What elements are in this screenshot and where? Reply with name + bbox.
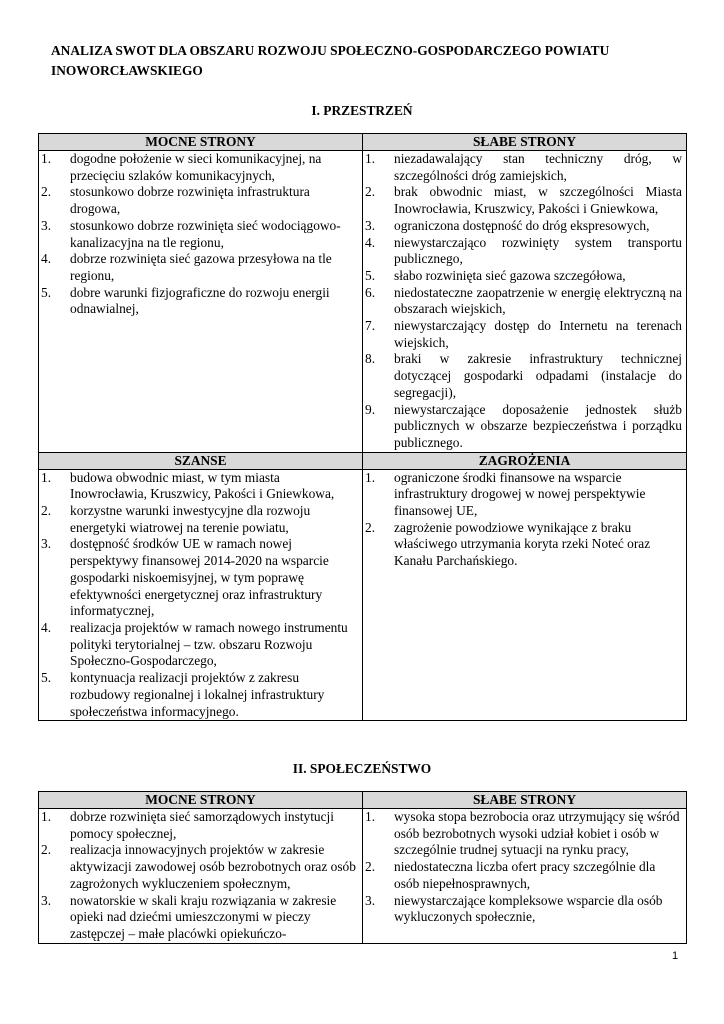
header-strengths: MOCNE STRONY — [39, 792, 363, 809]
header-weaknesses: SŁABE STRONY — [363, 134, 687, 151]
header-threats: ZAGROŻENIA — [363, 452, 687, 469]
list-item-number: 4. — [365, 234, 376, 250]
list-item — [363, 470, 682, 520]
list-item-text: korzystne warunki inwestycyjne dla rozwoju energetyki wiatrowej na terenie powiatu, — [70, 503, 311, 535]
opportunities-cell — [39, 469, 363, 721]
list-item — [363, 318, 682, 351]
list-item — [363, 268, 682, 285]
list-item-text: dobre warunki fizjograficzne do rozwoju energii odnawialnej, — [70, 284, 330, 317]
header-strengths: MOCNE STRONY — [39, 134, 363, 151]
swot-table-spoleczenstwo — [38, 791, 687, 944]
strengths-cell — [39, 151, 363, 453]
threats-cell — [363, 469, 687, 721]
list-item-text: niedostateczna liczba ofert pracy szczególnie dla osób niepełnosprawnych, — [394, 859, 656, 891]
list-item-text: niewystarczająco rozwinięty system transportu publicznego, — [394, 234, 682, 267]
list-item-text: niedostateczne zaopatrzenie w energię elektryczną na obszarach wiejskich, — [394, 284, 682, 317]
list-item — [39, 670, 358, 720]
list-item-number: 7. — [365, 318, 376, 334]
list-item-number: 2. — [41, 842, 52, 858]
header-weaknesses: SŁABE STRONY — [363, 792, 687, 809]
strengths-list — [39, 809, 358, 943]
list-item-text: niezadawalający stan techniczny dróg, w szczególności dróg zamiejskich, — [394, 151, 682, 183]
list-item-text: dobrze rozwinięta sieć samorządowych instytucji pomocy społecznej, — [70, 809, 335, 841]
section-heading-spoleczenstwo: II. SPOŁECZEŃSTWO — [292, 761, 432, 776]
list-item — [363, 235, 682, 268]
list-item-number: 3. — [41, 217, 52, 233]
list-item-number: 9. — [365, 401, 376, 417]
list-item-number: 1. — [41, 469, 52, 485]
list-item-number: 8. — [365, 351, 376, 367]
list-item-text: słabo rozwinięta sieć gazowa szczegółowa, — [394, 267, 626, 283]
list-item-number: 3. — [41, 892, 52, 908]
list-item-text: dostępność środków UE w ramach nowej perspektywy finansowej 2014-2020 na wsparcie gospodarki niskoemisyjnej, w tym poprawę efektywności energetycznej oraz infrastruktury informatycznej, — [70, 536, 329, 619]
list-item — [39, 251, 358, 284]
swot-table-przestrzen — [38, 133, 687, 721]
list-item-number: 3. — [365, 892, 376, 908]
weaknesses-cell — [363, 809, 687, 944]
list-item-text: stosunkowo dobrze rozwinięta sieć wodociągowo-kanalizacyjna na tle regionu, — [70, 217, 341, 250]
list-item — [39, 470, 358, 503]
strengths-list — [39, 151, 358, 318]
page-number: 1 — [672, 950, 679, 962]
list-item-number: 2. — [41, 184, 52, 200]
threats-list — [363, 470, 682, 570]
list-item-number: 3. — [365, 217, 376, 233]
document-title: ANALIZA SWOT DLA OBSZARU ROZWOJU SPOŁECZNO-GOSPODARCZEGO POWIATU INOWORCŁAWSKIEGO — [51, 43, 610, 78]
list-item — [39, 151, 358, 184]
list-item-number: 4. — [41, 251, 52, 267]
list-item — [39, 893, 358, 943]
weaknesses-cell — [363, 151, 687, 453]
list-item-number: 3. — [41, 536, 52, 552]
list-item-number: 1. — [41, 151, 52, 166]
list-item — [363, 151, 682, 184]
list-item — [39, 285, 358, 318]
list-item — [39, 536, 358, 620]
list-item — [363, 809, 682, 859]
weaknesses-list — [363, 151, 682, 452]
list-item — [363, 218, 682, 235]
list-item-text: dobrze rozwinięta sieć gazowa przesyłowa na tle regionu, — [70, 251, 332, 283]
list-item-text: wysoka stopa bezrobocia oraz utrzymujący się wśród osób bezrobotnych wysoki udział kobiet i osób w szczególnie trudnej sytuacji na rynku pracy, — [394, 809, 680, 858]
list-item — [363, 402, 682, 452]
list-item-text: kontynuacja realizacji projektów z zakresu rozbudowy regionalnej i lokalnej infrastruktury społeczeństwa informacyjnego. — [70, 670, 325, 719]
list-item-text: dogodne położenie w sieci komunikacyjnej, na przecięciu szlaków komunikacyjnych, — [70, 151, 322, 183]
list-item — [363, 285, 682, 318]
weaknesses-list — [363, 809, 682, 926]
list-item — [363, 184, 682, 217]
list-item-number: 1. — [41, 809, 52, 824]
list-item — [39, 842, 358, 892]
list-item — [363, 893, 682, 926]
list-item-text: brak obwodnic miast, w szczególności Miasta Inowrocławia, Kruszwicy, Pakości i Gniewkowa, — [394, 184, 682, 217]
list-item-number: 5. — [365, 267, 376, 283]
list-item-number: 1. — [365, 469, 376, 485]
list-item-number: 2. — [365, 519, 376, 535]
list-item-text: niewystarczający dostęp do Internetu na terenach wiejskich, — [394, 318, 682, 350]
list-item-number: 5. — [41, 670, 52, 686]
list-item-number: 4. — [41, 619, 52, 635]
list-item-text: realizacja innowacyjnych projektów w zakresie aktywizacji zawodowej osób bezrobotnych oraz osób zagrożonych wykluczeniem społecznym, — [70, 842, 356, 891]
list-item-text: zagrożenie powodziowe wynikające z braku właściwego utrzymania koryta rzeki Noteć oraz Kanału Parchańskiego. — [394, 519, 651, 569]
list-item-text: ograniczona dostępność do dróg ekspresowych, — [394, 217, 650, 233]
list-item-number: 6. — [365, 284, 376, 300]
list-item — [39, 184, 358, 217]
list-item-number: 1. — [365, 151, 376, 166]
list-item — [363, 351, 682, 401]
list-item-number: 2. — [41, 503, 52, 519]
list-item-number: 5. — [41, 284, 52, 300]
list-item-text: niewystarczające kompleksowe wsparcie dla osób wykluczonych społecznie, — [394, 892, 663, 925]
list-item — [39, 620, 358, 670]
list-item — [39, 809, 358, 842]
list-item — [39, 218, 358, 251]
section-heading-przestrzen: I. PRZESTRZEŃ — [311, 103, 413, 118]
list-item-number: 2. — [365, 859, 376, 875]
list-item-text: nowatorskie w skali kraju rozwiązania w zakresie opieki nad dziećmi umieszczonymi w pieczy zastępczej – małe placówki opiekuńczo- — [70, 892, 337, 941]
list-item-text: realizacja projektów w ramach nowego instrumentu polityki terytorialnej – tzw. obszaru Rozwoju Społeczno-Gospodarczego, — [70, 619, 348, 669]
list-item-number: 1. — [365, 809, 376, 824]
header-opportunities: SZANSE — [39, 452, 363, 469]
list-item — [363, 520, 682, 570]
strengths-cell — [39, 809, 363, 944]
list-item-text: braki w zakresie infrastruktury technicznej dotyczącej gospodarki odpadami (instalacje do segregacji), — [394, 351, 682, 400]
list-item-number: 2. — [365, 184, 376, 200]
list-item-text: niewystarczające doposażenie jednostek służb publicznych w obszarze bezpieczeństwa i porządku publicznego. — [394, 401, 682, 450]
list-item — [39, 503, 358, 536]
list-item-text: ograniczone środki finansowe na wsparcie infrastruktury drogowej w nowej perspektywie finansowej UE, — [394, 469, 646, 519]
list-item — [363, 859, 682, 892]
list-item-text: stosunkowo dobrze rozwinięta infrastruktura drogowa, — [70, 184, 310, 217]
list-item-text: budowa obwodnic miast, w tym miasta Inowrocławia, Kruszwicy, Pakości i Gniewkowa, — [70, 469, 335, 502]
opportunities-list — [39, 470, 358, 721]
